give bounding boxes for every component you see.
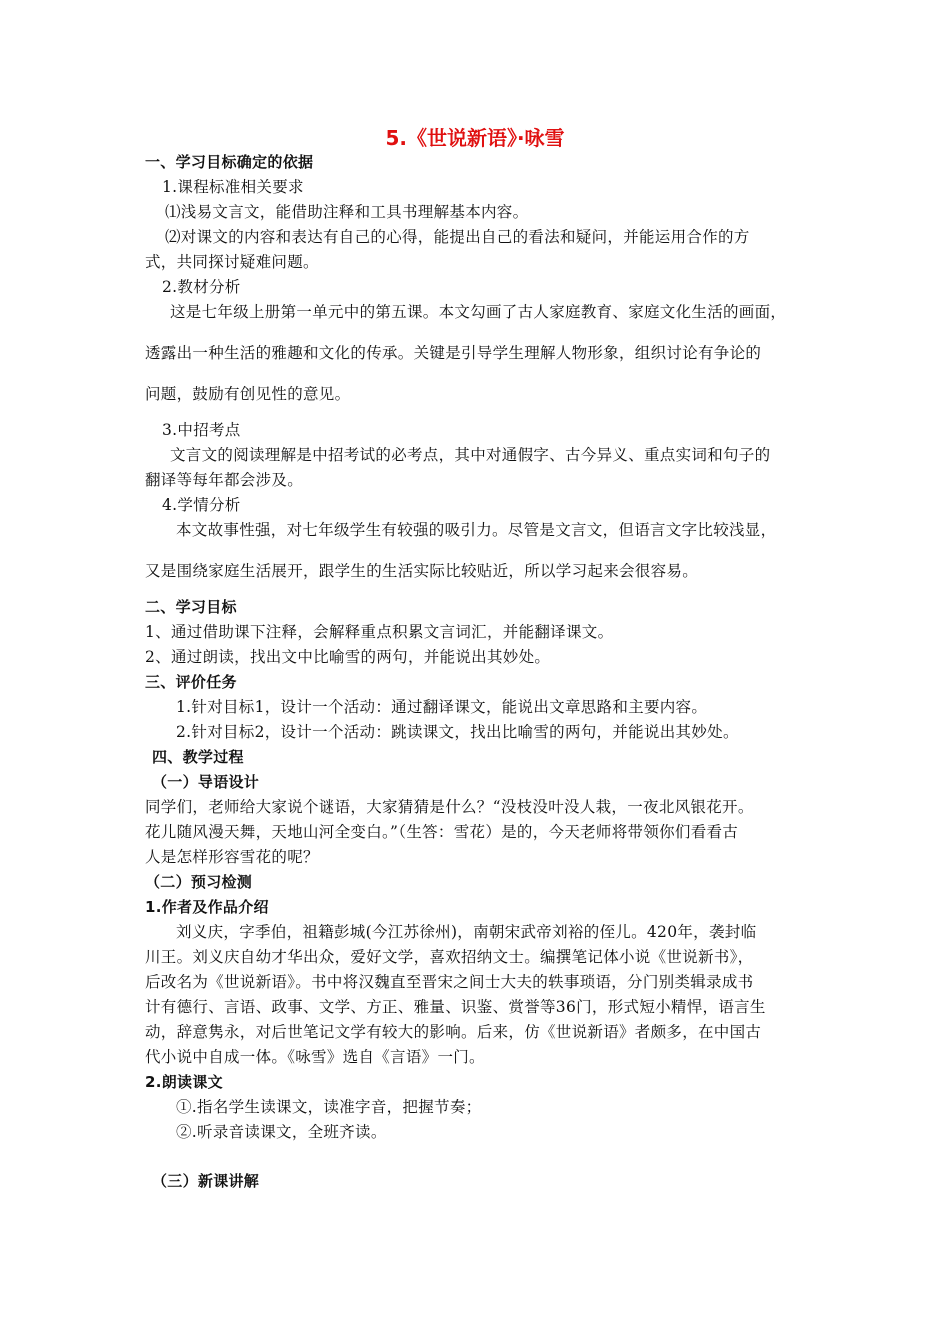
paragraph-line: 人是怎样形容雪花的呢？ bbox=[145, 848, 319, 866]
sub-heading: （三）新课讲解 bbox=[152, 1172, 260, 1190]
sub-heading: 2.教材分析 bbox=[162, 278, 241, 296]
list-item: ①.指名学生读课文，读准字音，把握节奏； bbox=[176, 1098, 482, 1116]
section-heading: 一、学习目标确定的依据 bbox=[145, 153, 314, 171]
paragraph-line: ⑴浅易文言文，能借助注释和工具书理解基本内容。 bbox=[165, 203, 529, 221]
paragraph-line: 式，共同探讨疑难问题。 bbox=[145, 253, 319, 271]
paragraph-line: 计有德行、言语、政事、文学、方正、雅量、识鉴、赏誉等36门，形式短小精悍，语言生 bbox=[145, 998, 766, 1016]
document-title: 5.《世说新语》·咏雪 bbox=[385, 126, 565, 150]
paragraph-line: 刘义庆，字季伯，祖籍彭城(今江苏徐州)，南朝宋武帝刘裕的侄儿。420年，袭封临 bbox=[176, 923, 757, 941]
paragraph-line: 同学们，老师给大家说个谜语，大家猜猜是什么？“没枝没叶没人栽，一夜北风银花开。 bbox=[145, 798, 754, 816]
paragraph-line: 翻译等每年都会涉及。 bbox=[145, 471, 304, 489]
paragraph-line: 后改名为《世说新语》。书中将汉魏直至晋宋之间士大夫的轶事琐语，分门别类辑录成书 bbox=[145, 973, 754, 991]
paragraph-line: 1、通过借助课下注释，会解释重点积累文言词汇，并能翻译课文。 bbox=[145, 623, 614, 641]
paragraph-line: 又是围绕家庭生活展开，跟学生的生活实际比较贴近，所以学习起来会很容易。 bbox=[145, 562, 699, 580]
list-item: ②.听录音读课文，全班齐读。 bbox=[176, 1123, 387, 1141]
paragraph-line: 花儿随风漫天舞，天地山河全变白。”（生答：雪花）是的，今天老师将带领你们看看古 bbox=[145, 823, 739, 841]
paragraph-line: 这是七年级上册第一单元中的第五课。本文勾画了古人家庭教育、家庭文化生活的画面， bbox=[170, 303, 787, 321]
sub-heading: （二）预习检测 bbox=[145, 873, 253, 891]
paragraph-line: 代小说中自成一体。《咏雪》选自《言语》一门。 bbox=[145, 1048, 485, 1066]
sub-heading: 2.朗读课文 bbox=[145, 1073, 223, 1091]
section-heading: 四、教学过程 bbox=[152, 748, 244, 766]
paragraph-line: 2、通过朗读，找出文中比喻雪的两句，并能说出其妙处。 bbox=[145, 648, 551, 666]
section-heading: 二、学习目标 bbox=[145, 598, 237, 616]
paragraph-line: 问题，鼓励有创见性的意见。 bbox=[145, 385, 351, 403]
paragraph-line: 文言文的阅读理解是中招考试的必考点，其中对通假字、古今异义、重点实词和句子的 bbox=[170, 446, 771, 464]
sub-heading: 3.中招考点 bbox=[162, 421, 241, 439]
paragraph-line: 动，辞意隽永，对后世笔记文学有较大的影响。后来，仿《世说新语》者颇多，在中国古 bbox=[145, 1023, 762, 1041]
paragraph-line: 1.针对目标1，设计一个活动：通过翻译课文，能说出文章思路和主要内容。 bbox=[176, 698, 708, 716]
paragraph-line: ⑵对课文的内容和表达有自己的心得，能提出自己的看法和疑问，并能运用合作的方 bbox=[165, 228, 750, 246]
sub-heading: 1.课程标准相关要求 bbox=[162, 178, 304, 196]
paragraph-line: 本文故事性强，对七年级学生有较强的吸引力。尽管是文言文，但语言文字比较浅显， bbox=[176, 521, 777, 539]
section-heading: 三、评价任务 bbox=[145, 673, 237, 691]
sub-heading: 1.作者及作品介绍 bbox=[145, 898, 269, 916]
sub-heading: 4.学情分析 bbox=[162, 496, 241, 514]
sub-heading: （一）导语设计 bbox=[152, 773, 260, 791]
paragraph-line: 2.针对目标2，设计一个活动：跳读课文，找出比喻雪的两句，并能说出其妙处。 bbox=[176, 723, 739, 741]
paragraph-line: 川王。刘义庆自幼才华出众，爱好文学，喜欢招纳文士。编撰笔记体小说《世说新书》， bbox=[145, 948, 754, 966]
paragraph-line: 透露出一种生活的雅趣和文化的传承。关键是引导学生理解人物形象，组织讨论有争论的 bbox=[145, 344, 762, 362]
